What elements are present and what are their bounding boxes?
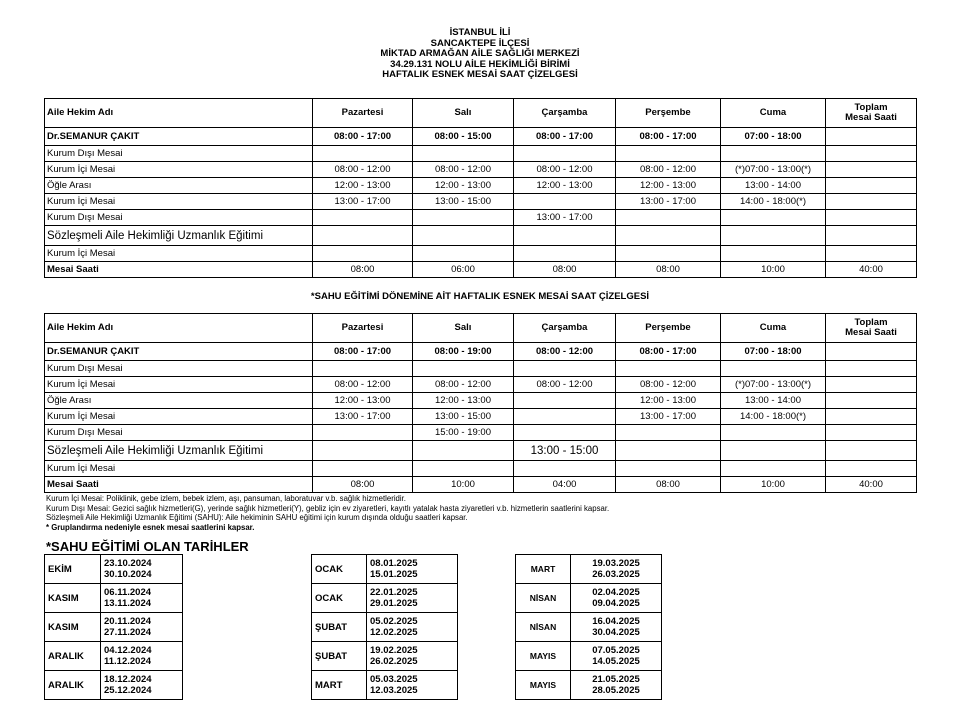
time-cell <box>313 441 413 461</box>
note-external: Kurum Dışı Mesai: Gezici sağlık hizmetleri(G), yerinde sağlık hizmetleri(Y), gebliz için ev ziyaretleri, kayıtlı yatalak hasta ziyaretleri v.b. hizmetlerin saatlerini kapsar. <box>46 503 610 513</box>
column-header-day: Çarşamba <box>514 99 616 128</box>
month-cell: NİSAN <box>516 613 571 642</box>
column-header-day: Çarşamba <box>514 314 616 343</box>
activity-label: Kurum Dışı Mesai <box>45 361 313 377</box>
total-cell <box>826 210 917 226</box>
time-cell <box>616 425 721 441</box>
sahu-dates-table-2 <box>311 554 458 700</box>
date-1: 18.12.2024 <box>104 674 152 685</box>
doctor-hours-cell: 08:00 - 17:00 <box>616 128 721 146</box>
time-cell: (*)07:00 - 13:00(*) <box>721 162 826 178</box>
activity-row <box>45 409 917 425</box>
total-label: Mesai Saati <box>45 477 313 493</box>
daily-total-cell: 08:00 <box>616 477 721 493</box>
time-cell: 08:00 - 12:00 <box>514 377 616 393</box>
date-row <box>45 613 183 642</box>
daily-total-cell: 08:00 <box>616 262 721 278</box>
time-cell: 12:00 - 13:00 <box>616 393 721 409</box>
activity-label: Kurum Dışı Mesai <box>45 210 313 226</box>
time-cell <box>514 226 616 246</box>
month-cell: ŞUBAT <box>312 642 367 671</box>
time-cell <box>721 361 826 377</box>
weekly-schedule-table <box>44 98 917 278</box>
time-cell <box>514 425 616 441</box>
doctor-hours-cell: 08:00 - 19:00 <box>413 343 514 361</box>
month-cell: OCAK <box>312 584 367 613</box>
dates-cell <box>101 671 183 700</box>
daily-total-cell: 08:00 <box>313 477 413 493</box>
column-header-name: Aile Hekim Adı <box>45 314 313 343</box>
column-header-name: Aile Hekim Adı <box>45 99 313 128</box>
time-cell: 13:00 - 15:00 <box>514 441 616 461</box>
date-1: 23.10.2024 <box>104 558 152 569</box>
month-cell: MAYIS <box>516 671 571 700</box>
total-cell <box>826 461 917 477</box>
header-district: SANCAKTEPE İLÇESİ <box>430 37 530 49</box>
time-cell <box>721 226 826 246</box>
time-cell: 13:00 - 15:00 <box>413 194 514 210</box>
document-header <box>0 28 960 81</box>
date-2: 11.12.2024 <box>104 656 152 667</box>
doctor-row <box>45 343 917 361</box>
time-cell <box>413 461 514 477</box>
date-2: 26.03.2025 <box>592 569 640 580</box>
time-cell: 08:00 - 12:00 <box>313 377 413 393</box>
activity-label: Kurum İçi Mesai <box>45 377 313 393</box>
time-cell: 08:00 - 12:00 <box>313 162 413 178</box>
time-cell: (*)07:00 - 13:00(*) <box>721 377 826 393</box>
date-1: 19.02.2025 <box>370 645 418 656</box>
header-province: İSTANBUL İLİ <box>449 27 511 38</box>
doctor-hours-cell: 07:00 - 18:00 <box>721 343 826 361</box>
date-1: 06.11.2024 <box>104 587 152 598</box>
note-internal: Kurum İçi Mesai: Poliklinik, gebe izlem, bebek izlem, aşı, pansuman, laboratuvar v.b. sağlık hizmetleridir. <box>46 494 406 503</box>
activity-row <box>45 461 917 477</box>
time-cell <box>514 393 616 409</box>
date-1: 16.04.2025 <box>592 616 640 627</box>
activity-row <box>45 441 917 461</box>
date-row <box>312 671 458 700</box>
date-2: 13.11.2024 <box>104 598 152 609</box>
time-cell <box>313 361 413 377</box>
doctor-hours-cell: 08:00 - 17:00 <box>514 128 616 146</box>
time-cell <box>721 441 826 461</box>
activity-label: Sözleşmeli Aile Hekimliği Uzmanlık Eğitimi <box>45 226 313 246</box>
activity-label: Kurum Dışı Mesai <box>45 425 313 441</box>
total-header-line1: Toplam <box>854 102 888 113</box>
time-cell: 08:00 - 12:00 <box>616 162 721 178</box>
total-cell <box>826 226 917 246</box>
date-1: 19.03.2025 <box>592 558 640 569</box>
total-cell <box>826 393 917 409</box>
total-cell <box>826 441 917 461</box>
date-1: 05.02.2025 <box>370 616 418 627</box>
doctor-hours-cell: 08:00 - 17:00 <box>313 343 413 361</box>
activity-row <box>45 226 917 246</box>
month-cell: KASIM <box>45 613 101 642</box>
activity-label: Kurum İçi Mesai <box>45 461 313 477</box>
time-cell: 13:00 - 17:00 <box>514 210 616 226</box>
daily-total-cell: 04:00 <box>514 477 616 493</box>
time-cell <box>616 146 721 162</box>
daily-total-cell: 10:00 <box>721 262 826 278</box>
total-cell <box>826 343 917 361</box>
date-1: 22.01.2025 <box>370 587 418 598</box>
grand-total-cell: 40:00 <box>826 262 917 278</box>
time-cell <box>413 246 514 262</box>
month-cell: NİSAN <box>516 584 571 613</box>
date-row <box>516 671 662 700</box>
date-row <box>312 555 458 584</box>
time-cell <box>413 226 514 246</box>
time-cell: 12:00 - 13:00 <box>616 178 721 194</box>
activity-label: Kurum İçi Mesai <box>45 162 313 178</box>
sahu-dates-table-3 <box>515 554 662 700</box>
date-row <box>45 642 183 671</box>
date-2: 09.04.2025 <box>592 598 640 609</box>
time-cell: 12:00 - 13:00 <box>413 393 514 409</box>
time-cell: 13:00 - 17:00 <box>313 409 413 425</box>
date-2: 29.01.2025 <box>370 598 418 609</box>
activity-row <box>45 425 917 441</box>
time-cell <box>514 146 616 162</box>
time-cell <box>413 361 514 377</box>
total-cell <box>826 128 917 146</box>
date-2: 14.05.2025 <box>592 656 640 667</box>
doctor-name: Dr.SEMANUR ÇAKIT <box>45 128 313 146</box>
time-cell: 08:00 - 12:00 <box>616 377 721 393</box>
column-header-day: Salı <box>413 314 514 343</box>
total-cell <box>826 361 917 377</box>
grand-total-cell: 40:00 <box>826 477 917 493</box>
time-cell <box>313 226 413 246</box>
time-cell <box>313 146 413 162</box>
month-cell: KASIM <box>45 584 101 613</box>
dates-cell <box>367 642 458 671</box>
date-1: 08.01.2025 <box>370 558 418 569</box>
time-cell <box>313 210 413 226</box>
total-row <box>45 262 917 278</box>
time-cell: 13:00 - 17:00 <box>616 409 721 425</box>
doctor-hours-cell: 08:00 - 17:00 <box>313 128 413 146</box>
total-row <box>45 477 917 493</box>
column-header-day: Pazartesi <box>313 314 413 343</box>
column-header-day: Pazartesi <box>313 99 413 128</box>
header-row <box>45 314 917 343</box>
time-cell: 12:00 - 13:00 <box>413 178 514 194</box>
time-cell <box>721 146 826 162</box>
doctor-hours-cell: 08:00 - 17:00 <box>616 343 721 361</box>
time-cell <box>413 210 514 226</box>
time-cell <box>721 210 826 226</box>
activity-row <box>45 210 917 226</box>
date-1: 05.03.2025 <box>370 674 418 685</box>
date-1: 21.05.2025 <box>592 674 640 685</box>
doctor-hours-cell: 08:00 - 12:00 <box>514 343 616 361</box>
column-header-total <box>826 99 917 128</box>
date-row <box>516 642 662 671</box>
time-cell: 13:00 - 15:00 <box>413 409 514 425</box>
time-cell <box>721 461 826 477</box>
total-cell <box>826 246 917 262</box>
date-2: 30.10.2024 <box>104 569 152 580</box>
time-cell <box>514 409 616 425</box>
date-row <box>516 613 662 642</box>
date-2: 26.02.2025 <box>370 656 418 667</box>
sahu-schedule-title: *SAHU EĞİTİMİ DÖNEMİNE AİT HAFTALIK ESNEK MESAİ SAAT ÇİZELGESİ <box>310 291 650 302</box>
time-cell: 08:00 - 12:00 <box>514 162 616 178</box>
column-header-day: Salı <box>413 99 514 128</box>
time-cell <box>616 226 721 246</box>
time-cell <box>514 246 616 262</box>
activity-label: Öğle Arası <box>45 393 313 409</box>
activity-label: Sözleşmeli Aile Hekimliği Uzmanlık Eğitimi <box>45 441 313 461</box>
date-1: 02.04.2025 <box>592 587 640 598</box>
time-cell: 15:00 - 19:00 <box>413 425 514 441</box>
date-2: 30.04.2025 <box>592 627 640 638</box>
activity-label: Kurum Dışı Mesai <box>45 146 313 162</box>
time-cell <box>413 146 514 162</box>
activity-row <box>45 361 917 377</box>
dates-cell <box>571 584 662 613</box>
total-cell <box>826 377 917 393</box>
header-unit: 34.29.131 NOLU AİLE HEKİMLİĞİ BİRİMİ <box>390 58 570 70</box>
doctor-hours-cell: 07:00 - 18:00 <box>721 128 826 146</box>
activity-row <box>45 377 917 393</box>
month-cell: MART <box>516 555 571 584</box>
footnotes <box>46 494 609 532</box>
dates-cell <box>571 642 662 671</box>
activity-row <box>45 393 917 409</box>
time-cell <box>313 425 413 441</box>
date-row <box>516 555 662 584</box>
daily-total-cell: 10:00 <box>413 477 514 493</box>
date-row <box>312 642 458 671</box>
date-2: 25.12.2024 <box>104 685 152 696</box>
activity-label: Kurum İçi Mesai <box>45 246 313 262</box>
dates-cell <box>571 613 662 642</box>
column-header-day: Perşembe <box>616 99 721 128</box>
dates-cell <box>101 555 183 584</box>
dates-cell <box>367 671 458 700</box>
dates-cell <box>367 613 458 642</box>
date-1: 07.05.2025 <box>592 645 640 656</box>
month-cell: EKİM <box>45 555 101 584</box>
time-cell <box>616 441 721 461</box>
total-header-line1: Toplam <box>854 317 888 328</box>
dates-cell <box>101 613 183 642</box>
activity-label: Kurum İçi Mesai <box>45 409 313 425</box>
time-cell <box>514 361 616 377</box>
time-cell: 13:00 - 17:00 <box>616 194 721 210</box>
month-cell: MART <box>312 671 367 700</box>
daily-total-cell: 08:00 <box>313 262 413 278</box>
daily-total-cell: 10:00 <box>721 477 826 493</box>
date-2: 28.05.2025 <box>592 685 640 696</box>
total-cell <box>826 425 917 441</box>
time-cell: 14:00 - 18:00(*) <box>721 409 826 425</box>
daily-total-cell: 06:00 <box>413 262 514 278</box>
time-cell <box>514 461 616 477</box>
time-cell <box>313 461 413 477</box>
dates-cell <box>571 671 662 700</box>
month-cell: ŞUBAT <box>312 613 367 642</box>
dates-cell <box>367 555 458 584</box>
time-cell <box>616 461 721 477</box>
time-cell <box>514 194 616 210</box>
activity-label: Öğle Arası <box>45 178 313 194</box>
date-2: 15.01.2025 <box>370 569 418 580</box>
doctor-row <box>45 128 917 146</box>
date-row <box>45 555 183 584</box>
time-cell <box>616 210 721 226</box>
doctor-name: Dr.SEMANUR ÇAKIT <box>45 343 313 361</box>
time-cell: 12:00 - 13:00 <box>514 178 616 194</box>
total-header-line2: Mesai Saati <box>845 327 897 338</box>
daily-total-cell: 08:00 <box>514 262 616 278</box>
time-cell: 12:00 - 13:00 <box>313 178 413 194</box>
date-2: 12.02.2025 <box>370 627 418 638</box>
month-cell: ARALIK <box>45 671 101 700</box>
total-cell <box>826 409 917 425</box>
time-cell <box>721 246 826 262</box>
time-cell <box>413 441 514 461</box>
doctor-hours-cell: 08:00 - 15:00 <box>413 128 514 146</box>
time-cell <box>313 246 413 262</box>
month-cell: MAYIS <box>516 642 571 671</box>
header-row <box>45 99 917 128</box>
header-center: MİKTAD ARMAĞAN AİLE SAĞLIĞI MERKEZİ <box>380 48 580 59</box>
date-row <box>45 584 183 613</box>
sahu-schedule-table <box>44 313 917 493</box>
date-1: 04.12.2024 <box>104 645 152 656</box>
date-row <box>312 584 458 613</box>
column-header-day: Cuma <box>721 314 826 343</box>
total-cell <box>826 194 917 210</box>
date-2: 27.11.2024 <box>104 627 152 638</box>
column-header-total <box>826 314 917 343</box>
date-row <box>516 584 662 613</box>
column-header-day: Perşembe <box>616 314 721 343</box>
dates-cell <box>101 584 183 613</box>
note-sahu: Sözleşmeli Aile Hekimliği Uzmanlık Eğitimi (SAHU): Aile hekiminin SAHU eğitimi için kurum dışında olduğu saatleri kapsar. <box>46 513 468 523</box>
total-cell <box>826 146 917 162</box>
month-cell: ARALIK <box>45 642 101 671</box>
column-header-day: Cuma <box>721 99 826 128</box>
time-cell <box>616 361 721 377</box>
time-cell: 14:00 - 18:00(*) <box>721 194 826 210</box>
activity-row <box>45 178 917 194</box>
activity-label: Kurum İçi Mesai <box>45 194 313 210</box>
time-cell: 08:00 - 12:00 <box>413 377 514 393</box>
note-grouping: * Gruplandırma nedeniyle esnek mesai saatlerini kapsar. <box>46 522 255 532</box>
time-cell: 13:00 - 14:00 <box>721 393 826 409</box>
sahu-dates-title: *SAHU EĞİTİMİ OLAN TARİHLER <box>46 539 249 554</box>
total-header-line2: Mesai Saati <box>845 112 897 123</box>
dates-cell <box>101 642 183 671</box>
date-2: 12.03.2025 <box>370 685 418 696</box>
time-cell: 12:00 - 13:00 <box>313 393 413 409</box>
time-cell <box>616 246 721 262</box>
time-cell <box>721 425 826 441</box>
header-title: HAFTALIK ESNEK MESAİ SAAT ÇİZELGESİ <box>382 69 578 80</box>
time-cell: 13:00 - 17:00 <box>313 194 413 210</box>
sahu-dates-table-1 <box>44 554 183 700</box>
activity-row <box>45 146 917 162</box>
date-1: 20.11.2024 <box>104 616 152 627</box>
total-cell <box>826 178 917 194</box>
dates-cell <box>367 584 458 613</box>
activity-row <box>45 194 917 210</box>
date-row <box>45 671 183 700</box>
dates-cell <box>571 555 662 584</box>
total-cell <box>826 162 917 178</box>
time-cell: 13:00 - 14:00 <box>721 178 826 194</box>
activity-row <box>45 246 917 262</box>
activity-row <box>45 162 917 178</box>
date-row <box>312 613 458 642</box>
total-label: Mesai Saati <box>45 262 313 278</box>
time-cell: 08:00 - 12:00 <box>413 162 514 178</box>
month-cell: OCAK <box>312 555 367 584</box>
